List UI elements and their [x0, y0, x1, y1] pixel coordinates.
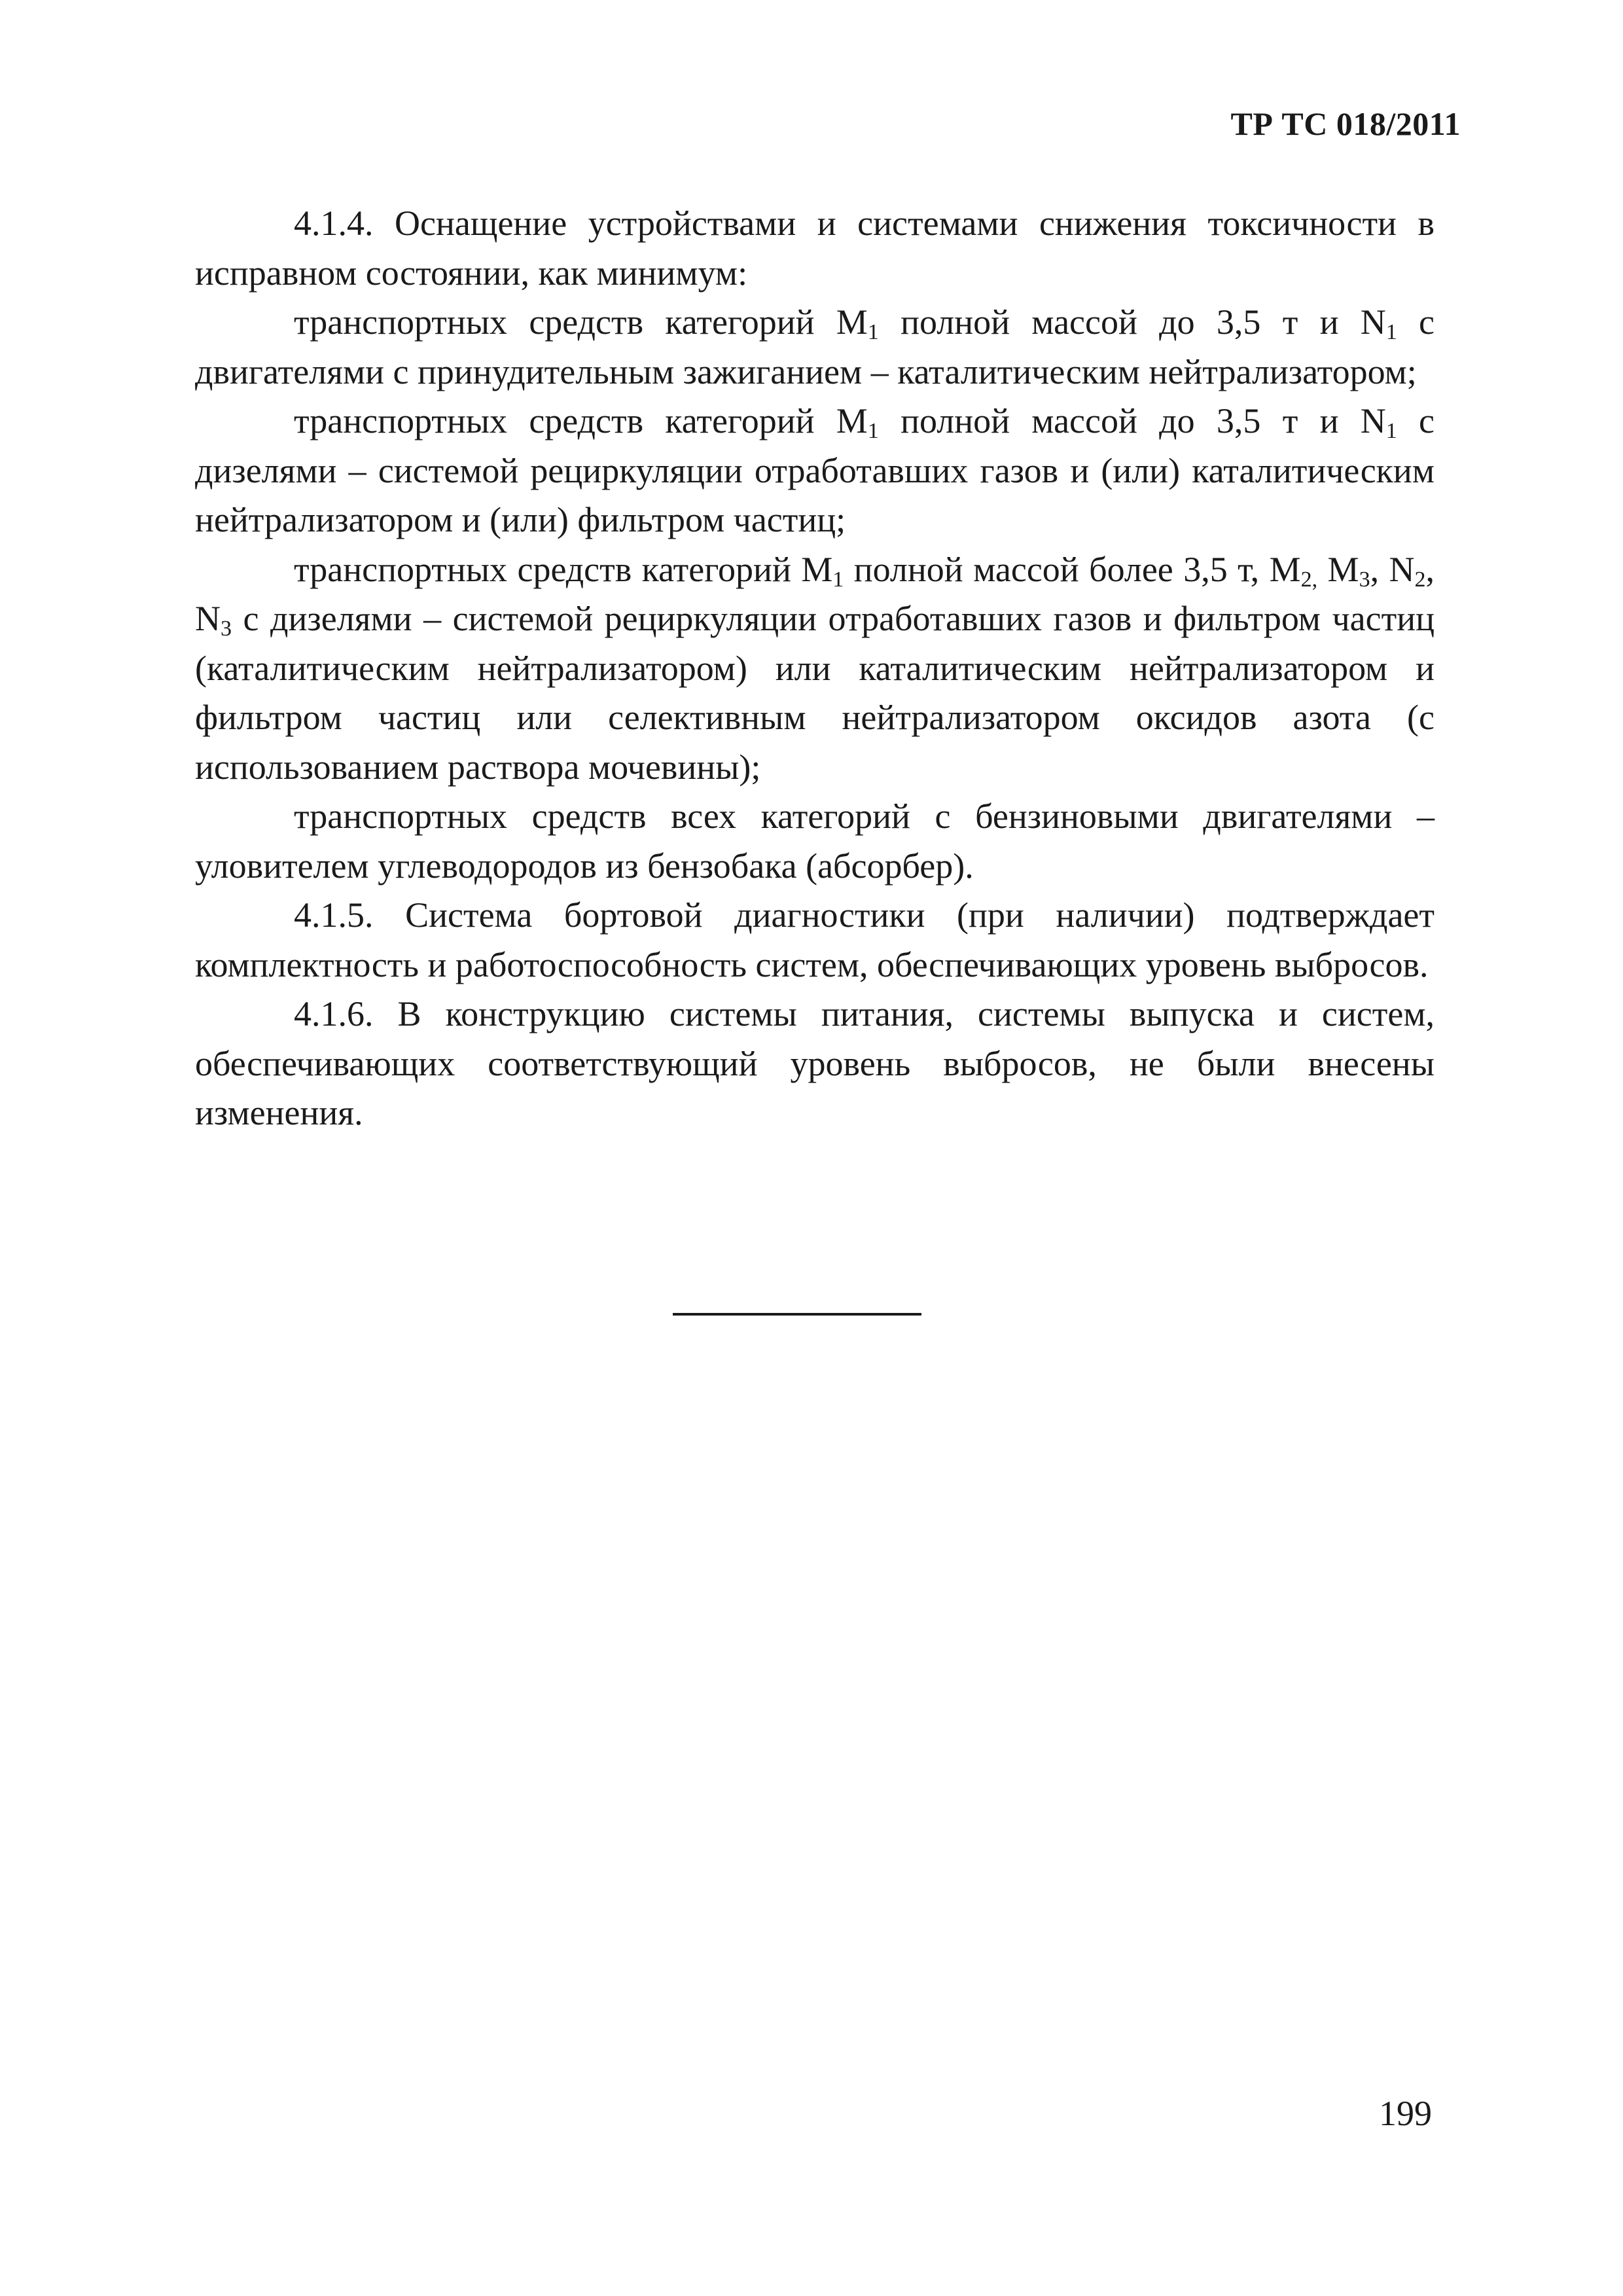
paragraph-4-1-5: 4.1.5. Система бортовой диагностики (при наличии) подтверждает комплектность и работоспособность систем, обеспечивающих уровень выбросов. — [195, 895, 1435, 984]
document-body — [195, 199, 1435, 1138]
paragraph-4-1-6: 4.1.6. В конструкцию системы питания, системы выпуска и систем, обеспечивающих соответствующий уровень выбросов, не были внесены изменения. — [195, 994, 1435, 1132]
document-code-header: ТР ТС 018/2011 — [1230, 105, 1461, 142]
paragraph-category-all-petrol: транспортных средств всех категорий с бензиновыми двигателями – уловителем углеводородов из бензобака (абсорбер). — [195, 797, 1435, 886]
paragraph-category-m1-n1-diesel: транспортных средств категорий $M_1$ полной массой до 3,5 т и $N_1$ с дизелями – системой рециркуляции отработавших газов и (или) каталитическим нейтрализатором и (или) фильтром частиц; — [195, 401, 1435, 539]
end-of-section-rule — [673, 1313, 921, 1316]
paragraph-4-1-4: 4.1.4. Оснащение устройствами и системами снижения токсичности в исправном состоянии, как минимум: — [195, 204, 1435, 293]
paragraph-category-heavy-diesel: транспортных средств категорий $M_1$ полной массой более 3,5 т, $M_{2,}$ $M_3$, $N_2$, $N_3$ с дизелями – системой рециркуляции отработавших газов и фильтром частиц (каталитическим нейтрализатором) или каталитическим нейтрализатором и фильтром частиц или селективным нейтрализатором оксидов азота (с использованием раствора мочевины); — [195, 549, 1435, 787]
paragraph-category-m1-n1-petrol: транспортных средств категорий $M_1$ полной массой до 3,5 т и $N_1$ с двигателями с принудительным зажиганием – каталитическим нейтрализатором; — [195, 302, 1435, 391]
page-number: 199 — [1379, 2094, 1432, 2133]
